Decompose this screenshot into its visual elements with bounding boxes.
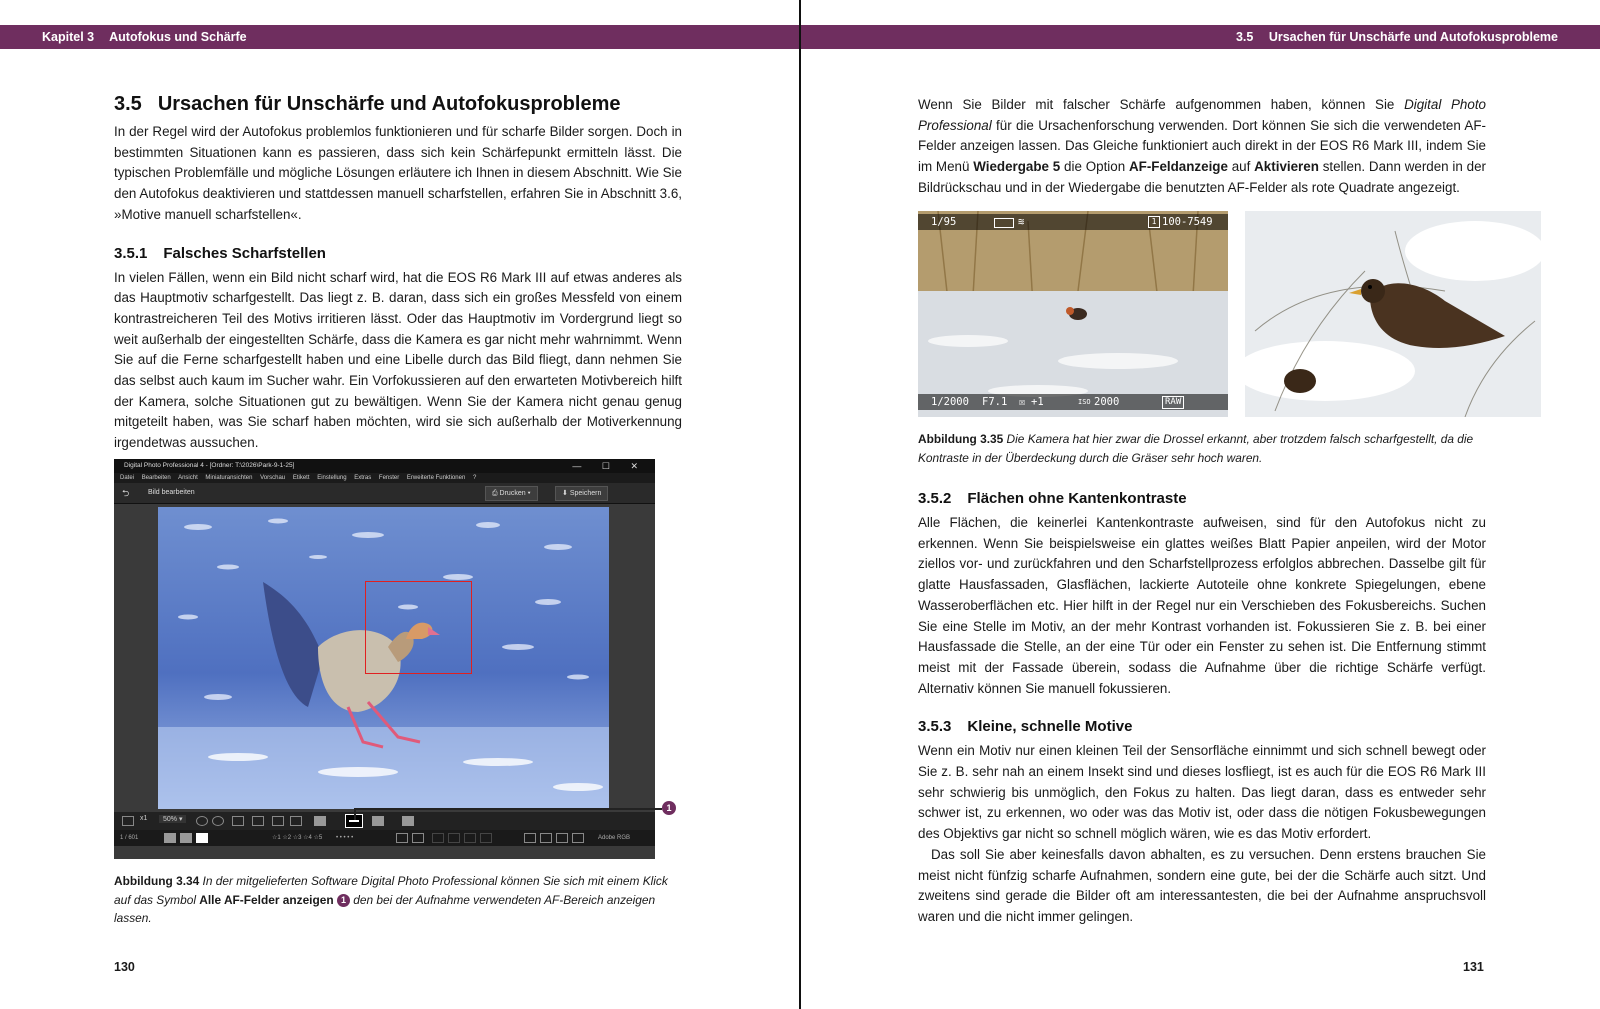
subsection-title: Kleine, schnelle Motive [967,718,1133,736]
caption-bold: Alle AF-Felder anzeigen [199,892,334,907]
page-spine [799,0,801,1009]
save-icon: ⬇ [562,490,570,497]
dpp-mode-label: Bild bearbeiten [148,489,195,496]
subsection-heading [114,245,682,262]
exposure-comp-icon: ☒ [1019,396,1026,408]
folder-icon: 1 [1148,216,1160,228]
section-number: 3.5 [114,93,142,115]
iso-value: 2000 [1094,396,1120,408]
nav-first-icon[interactable] [432,833,444,843]
left-running-head [0,25,799,49]
section-heading [114,93,682,116]
wifi-icon: ≋ [1018,216,1025,228]
crop-icon[interactable] [232,816,244,826]
caption-text-a: In der mitgelieferten Software Digital Photo Professional können Sie sich mit einem Klick auf das Symbol [114,874,668,907]
dpp-status-bar [114,830,655,846]
figure-caption-3-35 [918,430,1486,467]
right-running-head [801,25,1600,49]
save-label: Speichern [569,490,602,497]
dpp-toolbar [114,483,655,504]
subsection-number: 3.5.1 [114,244,148,262]
dpp-titlebar [114,459,655,473]
dpp-view-controls [114,812,655,830]
shot-number: 1/95 [931,216,957,228]
dpp-screenshot [114,459,655,859]
intro-italic: Digital Photo Professional [918,97,1486,133]
single-view-icon[interactable] [196,833,208,843]
intro-bold: AF-Feldanzeige [1128,159,1228,175]
dpp-menu-item[interactable]: Extras [354,475,372,481]
header-section-number: 3.5 [1235,30,1254,44]
chevron-down-icon: ▾ [527,490,531,497]
stamp-icon[interactable] [290,816,302,826]
grid-icon[interactable] [252,816,264,826]
thrush-meadow-image [918,211,1228,417]
subsection-title: Falsches Scharfstellen [163,244,326,262]
aperture: F7.1 [982,396,1008,408]
dpp-menu-item[interactable]: Etikett [292,475,310,481]
subsection-text: In vielen Fällen, wenn ein Bild nicht scharf wird, hat die EOS R6 Mark III auf etwas anderes als das Hauptmotiv scharfgestellt. Das liegt z. B. daran, dass sich ein großes Messfeld von einem kontrastreicheren Teil des Motivs irritieren lässt. Oder das Hauptmotiv im Vordergrund liegt so weit außerhalb der eingestellten Schärfe, dass die Kamera es gar nicht mehr wahrnimmt. Wenn Sie auf die Ferne scharfgestellt haben und eine Libelle durch das Bild fliegt, dann nehmen Sie das selbst auch kaum im Sucher wahr. Ein Vorfokussieren auf den erwarteten Motivbereich hilft der Kamera, solche Situationen gut zu bewältigen. Wenn Sie der Kamera nicht genau genug mitgeteilt haben, was Sie scharf haben möchten, wird sie sich außerhalb der Motiverkennung irgendetwas aussuchen. [114,269,682,451]
dpp-image-stage [114,505,655,812]
dpp-menu-item[interactable]: Miniaturansichten [205,475,253,481]
zoom-out-icon[interactable] [196,816,208,826]
rotate-right-icon[interactable] [412,833,424,843]
af-point-box [365,581,472,674]
intro-text: die Option [1064,159,1126,175]
caption-callout: 1 [337,894,350,907]
edit-icon[interactable] [540,833,552,843]
dpp-menu-item[interactable]: Datei [120,475,135,481]
subsection-title: Flächen ohne Kantenkontraste [967,490,1187,507]
right-page-intro [918,95,1486,199]
battery-icon [994,218,1014,228]
nav-last-icon[interactable] [480,833,492,843]
label-dots[interactable]: • • • • • [336,835,354,841]
nav-next-icon[interactable] [464,833,476,843]
thrush-closeup-photo [1245,211,1541,417]
zoom-value: 50% [163,816,178,823]
intro-text: Wenn Sie Bilder mit falscher Schärfe aufgenommen haben, können Sie [918,97,1395,112]
fit-icon[interactable] [122,816,134,826]
save-button[interactable] [555,486,608,501]
printer-icon: ⎙ [492,490,500,497]
subsection-number: 3.5.3 [918,718,952,736]
dpp-menu-item[interactable]: Fenster [378,475,400,481]
zoom-in-icon[interactable] [212,816,224,826]
zoom-x1[interactable]: x1 [140,815,148,822]
rotate-left-icon[interactable] [396,833,408,843]
section-title: Ursachen für Unschärfe und Autofokusprobleme [157,93,621,115]
subsection-heading [918,718,1486,735]
intro-bold: Aktivieren [1254,159,1319,175]
intro-text: auf [1231,159,1251,175]
dpp-menu-item[interactable]: ? [472,475,477,481]
intro-text: stellen. Dann werden in der Bildrückschau und in der Wiedergabe die benutzten AF-Felder als rote Quadrate angezeigt. [918,159,1486,195]
display-mode-icon[interactable] [314,816,326,826]
camera-hud-top [918,214,1228,230]
callout-line [354,808,662,810]
rating-stars[interactable]: ☆1 ☆2 ☆3 ☆4 ☆5 [272,835,323,841]
subsection-number: 3.5.2 [918,490,952,507]
shutter-speed: 1/2000 [931,396,969,408]
folder-file-number: 100-7549 [1162,216,1213,228]
header-section-title: Ursachen für Unschärfe und Autofokusprobleme [1268,30,1558,44]
thumbnails-icon[interactable] [164,833,176,843]
print-label: Drucken [499,490,526,497]
page-number-left: 130 [114,960,135,974]
color-space: Adobe RGB [598,835,631,841]
exposure-comp: +1 [1031,396,1044,408]
right-page-sections [918,490,1486,928]
left-page-column [114,93,682,454]
figure-caption-3-34 [114,872,682,928]
chapter-title: Autofokus und Schärfe [109,30,247,44]
dpp-menu-item[interactable]: Erweiterte Funktionen [406,475,466,481]
section-intro: In der Regel wird der Autofokus problemlos funktionieren und für scharfe Bilder sorgen. Doch in bestimmten Situationen kann es passieren, dass sich kein Schärfepunkt ermitteln lässt. Die typischen Problemfälle und mögliche Lösungen erläutere ich Ihnen in diesem Abschnitt. Wie Sie den Autofokus deaktivieren und stattdessen manuell scharfstellen, erfahren Sie in Abschnitt 3.6, »Motive manuell scharfstellen«. [114,124,682,222]
subsection-text: Das soll Sie aber keinesfalls davon abhalten, es zu versuchen. Denn erstens brauchen Sie meist nicht fünfzig scharfe Aufnahmen, sondern eine gute, bei der die Schärfe auch sitzt. Und zweitens sind gerade die Bilder oft am interessantesten, die bei der Aufnahme anspruchsvoll waren und die nicht immer gelingen. [918,846,1486,924]
chevron-down-icon: ▾ [178,816,183,823]
dpp-menu-item[interactable]: Vorschau [260,475,286,481]
caption-label: Abbildung 3.35 [918,432,1004,446]
intro-paragraph [918,95,1486,199]
subsection-text: Wenn ein Motiv nur einen kleinen Teil der Sensorfläche einnimmt und sich schnell bewegt oder Sie z. B. sehr nah an einem Insekt sind und dieses losfliegt, ist es auch für die EOS R6 Mark III sehr schwierig bis unmöglich, den Fokus zu halten. Das liegt daran, dass es entweder sehr schwer ist, zu erkennen, wo oder was das Motiv ist, oder dass die nötigen Fokusbewegungen des Objektivs gar nicht so schnell möglich wären, wie es das Motiv erfordert. [918,743,1486,842]
caption-text-b: den bei der Aufnahme verwendeten AF-Bereich anzeigen lassen. [114,892,656,925]
camera-hud-bottom [918,394,1228,410]
caption-label: Abbildung 3.34 [114,874,200,888]
compare-icon[interactable] [272,816,284,826]
intro-text: für die Ursachenforschung verwenden. Dort können Sie sich die verwendeten AF-Felder anzeigen lassen. Das Gleiche funktioniert auch direkt in der EOS R6 Mark III, indem Sie im Menü [918,117,1486,175]
callout-connector [354,808,356,820]
iso-icon: ISO [1078,398,1091,406]
page-number-right: 131 [1463,960,1484,974]
chapter-number: Kapitel 3 [42,30,95,44]
image-quality: RAW [1162,396,1184,409]
subsection-text: Alle Flächen, die keinerlei Kantenkontraste aufweisen, sind für den Autofokus nicht zu erkennen. Wenn Sie beispielsweise ein glattes weißes Blatt Papier anpeilen, wird der Motor ziellos vor- und zurückfahren und den Scharfstellprozess erfolglos abbrechen. Dasselbe gilt für glatte Hausfassaden, Glasflächen, lackierte Autoteile ohne konkrete Spiegelungen, ebene Wasseroberflächen etc. Hier hilft in der Regel nur ein Verschieben des Fokusbereichs. Suchen Sie eine Stelle im Motiv, an der mehr Kontrast vorhanden ist. Fokussieren Sie z. B. bei einer Hausfassade die Stelle, an der eine Tür oder ein Fenster zu sehen ist. Die Entfernung stimmt meist mit der Fassade überein, sodass die Aufnahme über die richtige Schärfe verfügt. Alternativ können Sie manuell fokussieren. [918,515,1486,696]
intro-bold: Wiedergabe 5 [973,159,1061,175]
zoom-select[interactable] [159,815,186,823]
callout-marker: 1 [662,801,676,815]
back-icon[interactable]: ⮌ [122,488,130,498]
export-icon[interactable] [524,833,536,843]
highlight-warning-icon[interactable] [372,816,384,826]
image-counter: 1 / 601 [120,835,139,841]
camera-icon[interactable] [572,833,584,843]
caption-text: Die Kamera hat hier zwar die Drossel erkannt, aber trotzdem falsch scharfgestellt, da die Kontraste in der Überdeckung durch die Gräser sehr hoch waren. [918,432,1474,465]
dpp-menu-item[interactable]: Ansicht [178,475,198,481]
transfer-icon[interactable] [556,833,568,843]
dpp-menu-item[interactable]: Bearbeiten [141,475,171,481]
camera-display-photo [918,211,1228,417]
thrush-closeup-image [1245,211,1541,417]
dpp-window-buttons[interactable]: — ☐ ✕ [572,461,647,471]
subsection-heading [918,490,1486,507]
info-icon[interactable] [402,816,414,826]
dpp-menubar [114,473,655,483]
split-view-icon[interactable] [180,833,192,843]
nav-prev-icon[interactable] [448,833,460,843]
dpp-window-title: Digital Photo Professional 4 - [Ordner: T:\2026\Park-9-1-25] [124,462,295,469]
print-button[interactable] [485,486,538,501]
dpp-menu-item[interactable]: Einstellung [317,475,347,481]
